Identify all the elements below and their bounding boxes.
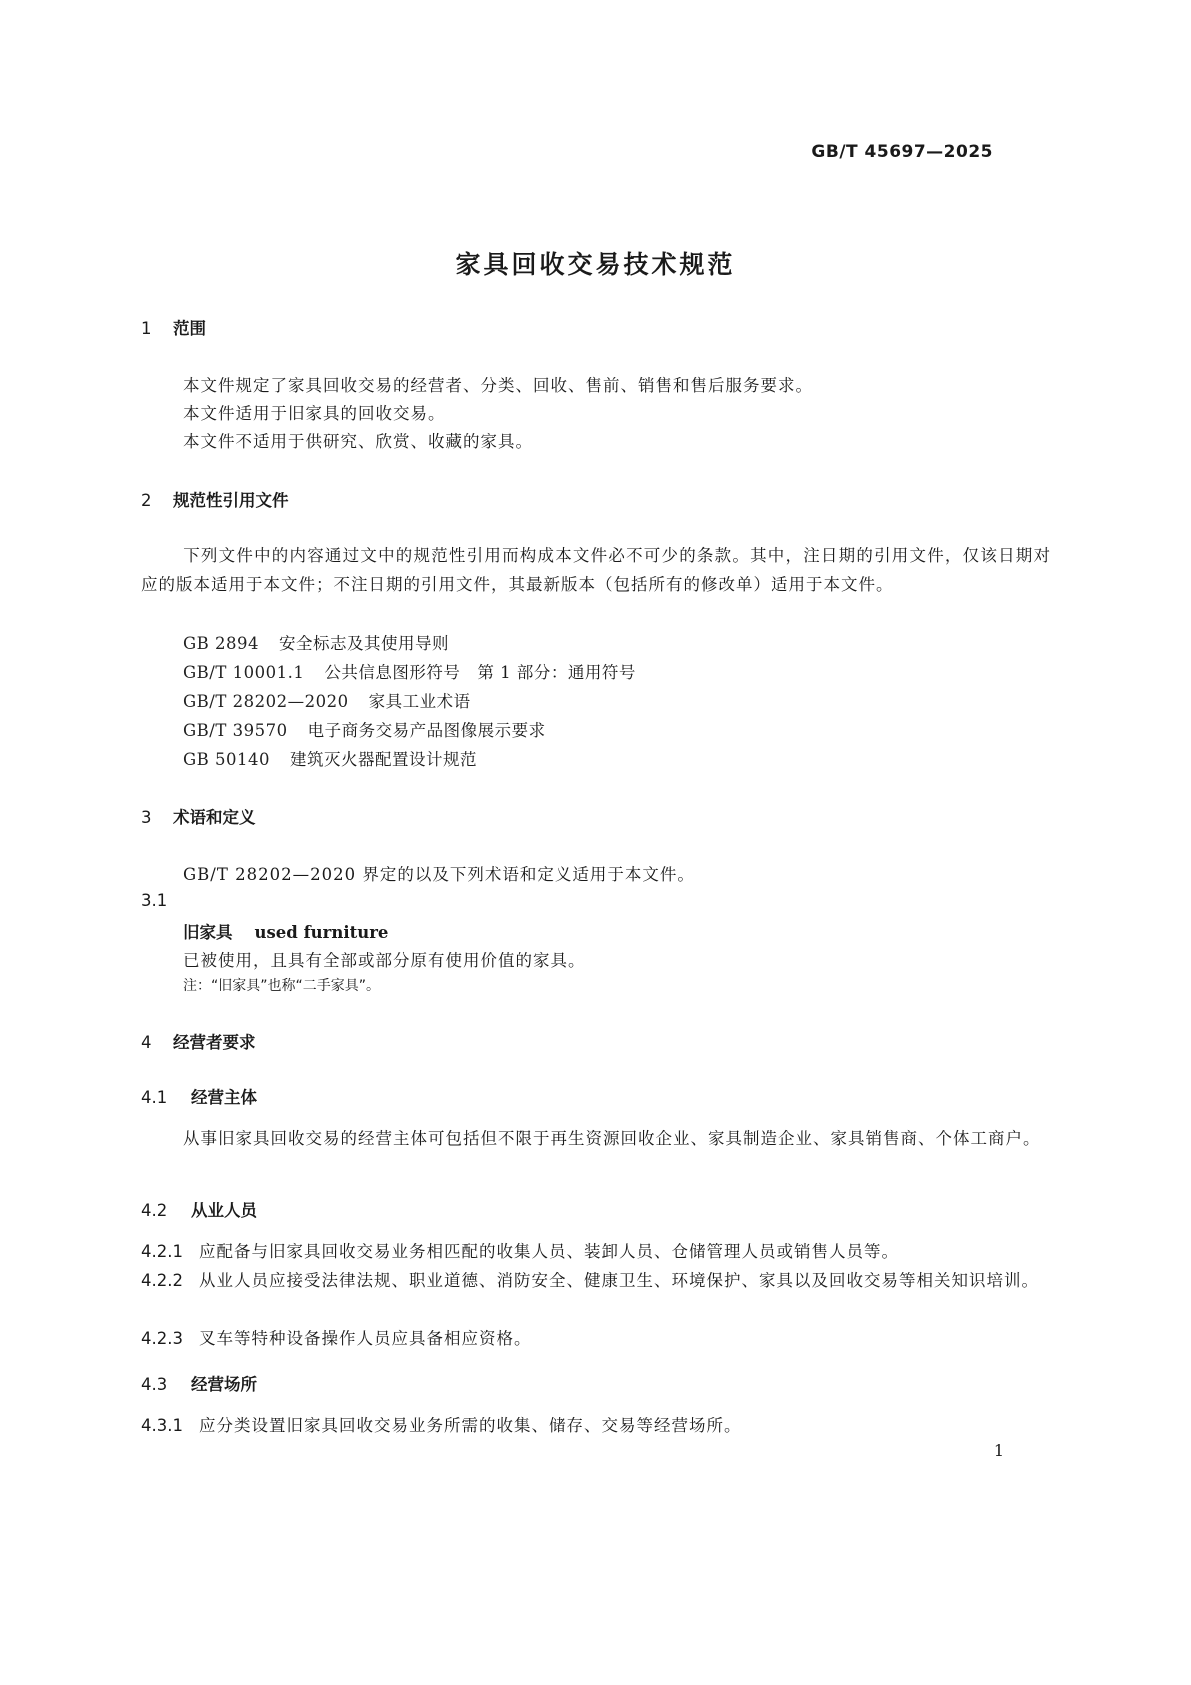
subsection-4-3-heading xyxy=(141,1371,257,1395)
reference-item xyxy=(183,659,636,683)
term-entry xyxy=(183,919,388,943)
paragraph: 本文件规定了家具回收交易的经营者、分类、回收、售前、销售和售后服务要求。 xyxy=(183,376,813,395)
section-3-heading xyxy=(141,804,256,828)
note: 注：“旧家具”也称“二手家具”。 xyxy=(183,978,381,994)
section-number: 1 xyxy=(141,319,152,338)
clause-number: 4.3.1 xyxy=(141,1416,183,1435)
clause-number: 4.2.1 xyxy=(141,1242,183,1261)
reference-item xyxy=(183,630,449,654)
clause xyxy=(141,1237,1051,1266)
paragraph: 本文件适用于旧家具的回收交易。 xyxy=(183,404,446,423)
paragraph: 本文件不适用于供研究、欣赏、收藏的家具。 xyxy=(183,432,533,451)
reference-name: 安全标志及其使用导则 xyxy=(279,634,450,653)
reference-item xyxy=(183,717,546,741)
clause-number: 4.2.2 xyxy=(141,1271,183,1290)
clause-text: 应分类设置旧家具回收交易业务所需的收集、储存、交易等经营场所。 xyxy=(198,1416,742,1435)
reference-name: 建筑灭火器配置设计规范 xyxy=(290,750,478,769)
paragraph xyxy=(141,1124,1051,1153)
reference-name: 电子商务交易产品图像展示要求 xyxy=(307,721,546,740)
subsection-number: 4.2 xyxy=(141,1201,168,1220)
section-number: 4 xyxy=(141,1033,152,1052)
term-english: used furniture xyxy=(254,923,389,942)
clause-number: 4.2.3 xyxy=(141,1329,183,1348)
clause-text: 应配备与旧家具回收交易业务相匹配的收集人员、装卸人员、仓储管理人员或销售人员等。 xyxy=(198,1242,899,1261)
section-title: 经营者要求 xyxy=(173,1033,256,1052)
term-definition: 已被使用，且具有全部或部分原有使用价值的家具。 xyxy=(183,951,586,970)
reference-code: GB 50140 xyxy=(183,750,271,769)
term-number: 3.1 xyxy=(141,891,168,910)
section-title: 规范性引用文件 xyxy=(173,491,289,510)
subsection-number: 4.1 xyxy=(141,1088,168,1107)
clause-text: 从业人员应接受法律法规、职业道德、消防安全、健康卫生、环境保护、家具以及回收交易等相关知识培训。 xyxy=(198,1271,1039,1290)
standard-number: GB/T 45697—2025 xyxy=(811,142,993,162)
section-number: 2 xyxy=(141,491,152,510)
reference-item xyxy=(183,746,477,770)
subsection-4-1-heading xyxy=(141,1084,257,1108)
subsection-number: 4.3 xyxy=(141,1375,168,1394)
clause-text: 叉车等特种设备操作人员应具备相应资格。 xyxy=(198,1329,532,1348)
page-number: 1 xyxy=(993,1441,1004,1460)
subsection-4-2-heading xyxy=(141,1197,257,1221)
paragraph-text: 从事旧家具回收交易的经营主体可包括但不限于再生资源回收企业、家具制造企业、家具销售商、个体工商户。 xyxy=(183,1129,1041,1148)
section-1-heading xyxy=(141,315,206,339)
references-intro: 下列文件中的内容通过文中的规范性引用而构成本文件必不可少的条款。其中，注日期的引用文件，仅该日期对应的版本适用于本文件；不注日期的引用文件，其最新版本（包括所有的修改单）适用于本文件。 xyxy=(141,546,1051,594)
section-title: 术语和定义 xyxy=(173,808,256,827)
section-title: 范围 xyxy=(173,319,206,338)
term-chinese: 旧家具 xyxy=(183,923,233,942)
paragraph xyxy=(141,541,1051,599)
reference-item xyxy=(183,688,471,712)
clause xyxy=(141,1411,1051,1440)
clause xyxy=(141,1266,1051,1295)
document-title: 家具回收交易技术规范 xyxy=(455,250,736,279)
section-2-heading xyxy=(141,487,289,511)
reference-code: GB/T 39570 xyxy=(183,721,288,740)
reference-code: GB 2894 xyxy=(183,634,260,653)
section-number: 3 xyxy=(141,808,152,827)
reference-name: 家具工业术语 xyxy=(368,692,471,711)
reference-code: GB/T 28202—2020 xyxy=(183,692,349,711)
subsection-title: 经营主体 xyxy=(191,1088,257,1107)
paragraph: GB/T 28202—2020 界定的以及下列术语和定义适用于本文件。 xyxy=(183,865,695,884)
reference-code: GB/T 10001.1 xyxy=(183,663,305,682)
subsection-title: 从业人员 xyxy=(191,1201,257,1220)
reference-name: 公共信息图形符号 第 1 部分：通用符号 xyxy=(324,663,636,682)
clause xyxy=(141,1324,1051,1353)
section-4-heading xyxy=(141,1029,256,1053)
subsection-title: 经营场所 xyxy=(191,1375,257,1394)
